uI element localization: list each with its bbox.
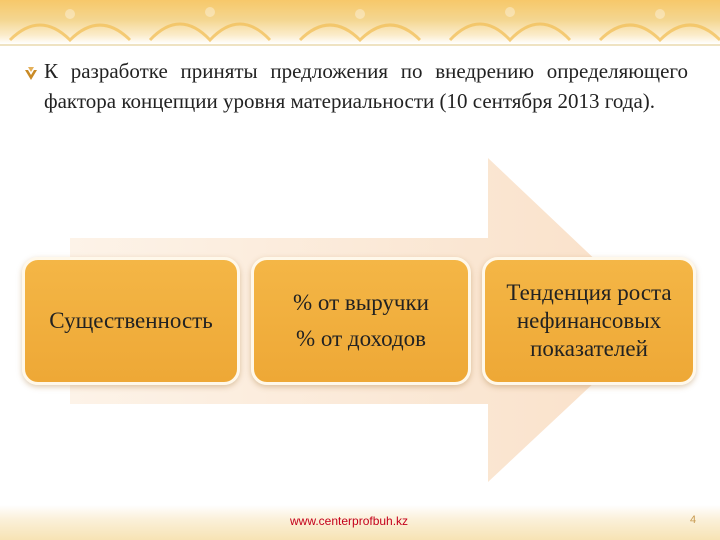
- box-trend-line-1: Тенденция роста: [506, 280, 672, 305]
- box-trend-line-3: показателей: [530, 336, 648, 361]
- box-materiality-label: Существенность: [49, 308, 213, 333]
- bullet-paragraph: К разработке приняты предложения по внедрению определяющего фактора концепции уровня материальности (10 сентября 2013 года).: [44, 59, 688, 113]
- page-number: 4: [690, 514, 697, 526]
- box-percent-line-revenue: % от выручки: [293, 290, 429, 315]
- footer-website-link[interactable]: www.centerprofbuh.kz: [290, 514, 409, 528]
- box-trend-line-2: нефинансовых: [516, 308, 662, 333]
- box-materiality: [22, 257, 240, 385]
- box-percent-line-income: % от доходов: [295, 326, 427, 351]
- box-nonfinancial-trend: [482, 257, 696, 385]
- box-percent-metrics: [251, 257, 471, 385]
